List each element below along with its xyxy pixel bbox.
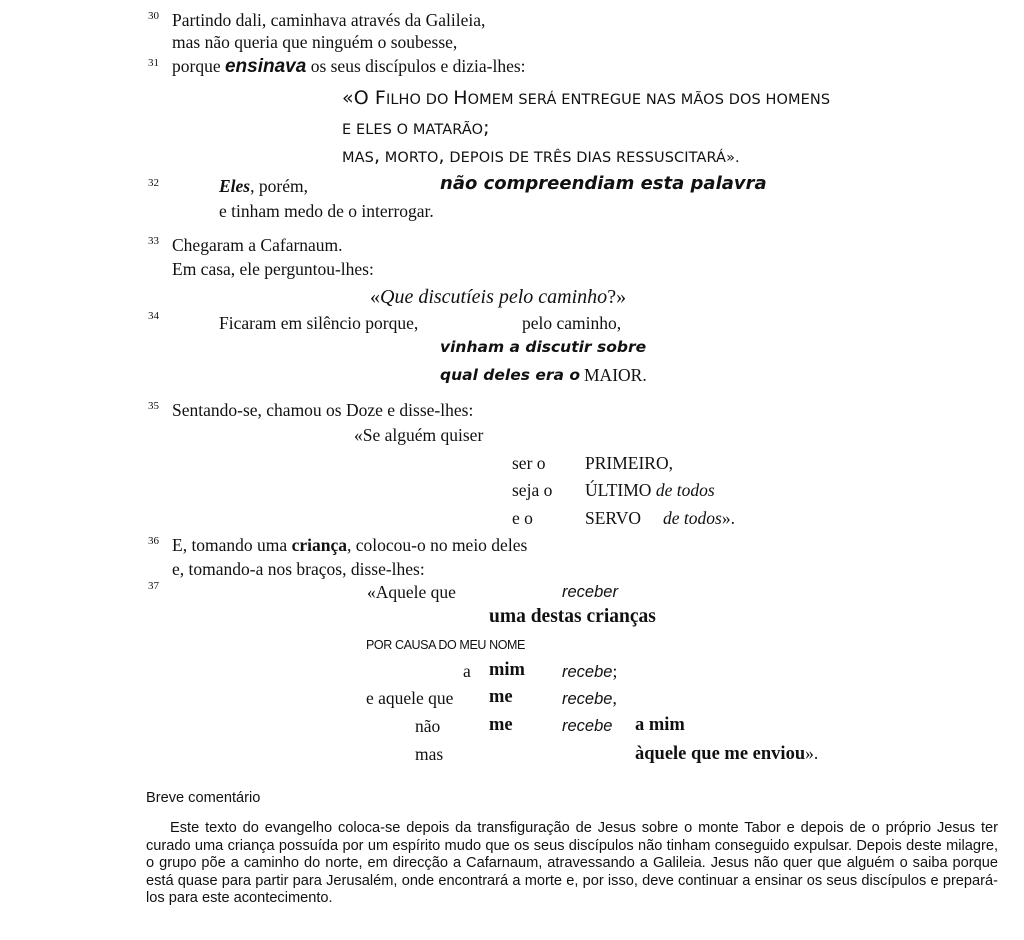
verse-37-line-7a: mas	[415, 744, 444, 764]
text: «O	[342, 87, 375, 109]
text: F	[374, 87, 386, 109]
verse-37-line-4a: a	[463, 661, 471, 681]
verse-37-line-6d: a mim	[635, 715, 685, 735]
verse-number: 33	[148, 235, 159, 247]
verse-34-line-1: Ficaram em silêncio porque,	[219, 313, 419, 333]
text: , colocou-o no meio deles	[346, 535, 528, 555]
verse-30-line-2: mas não queria que ninguém o soubesse,	[172, 32, 458, 52]
quote-line-2	[342, 118, 490, 140]
verse-37-line-4c	[562, 661, 617, 682]
verse-37-line-1a: «Aquele que	[367, 582, 456, 602]
verse-number: 30	[148, 10, 159, 22]
row-right: SERVO	[585, 508, 641, 528]
verse-33-line-1: Chegaram a Cafarnaum.	[172, 235, 343, 255]
verse-32-line-1	[219, 176, 308, 196]
text: ÚLTIMO	[585, 480, 656, 500]
text: ;	[612, 661, 618, 681]
text: Eles	[219, 176, 251, 196]
verse-number: 34	[148, 310, 159, 322]
verse-37-line-7b	[635, 743, 818, 764]
text: ,	[373, 145, 381, 167]
text: «	[370, 286, 380, 308]
text: ?»	[607, 286, 627, 308]
verse-37-line-6a: não	[415, 716, 441, 736]
text: ,	[438, 145, 445, 167]
verse-33-line-2: Em casa, ele perguntou-lhes:	[172, 259, 374, 279]
verse-number: 32	[148, 177, 159, 189]
text: DEPOIS DE TRÊS DIAS RESSUSCITARÁ».	[444, 150, 740, 166]
text: Que discutíeis pelo caminho	[380, 286, 608, 308]
text: recebe	[562, 663, 613, 681]
text: recebe	[562, 690, 613, 708]
verse-number: 37	[148, 580, 159, 592]
text: ».	[721, 508, 735, 528]
verse-35-line-1: Sentando-se, chamou os Doze e disse-lhes:	[172, 400, 474, 420]
verse-34-line-2: vinham a discutir sobre	[440, 338, 647, 356]
verse-31-line-1	[172, 56, 526, 77]
verse-number: 31	[148, 57, 159, 69]
verse-37-line-1b: receber	[562, 583, 618, 601]
emphasis-word: criança	[291, 535, 347, 555]
verse-34-line-1b: pelo caminho,	[522, 313, 622, 333]
text: E ELES O MATARÃO	[342, 122, 484, 138]
text: E, tomando uma	[172, 535, 292, 555]
text: MAS	[342, 150, 374, 166]
verse-32-line-2: e tinham medo de o interrogar.	[219, 201, 434, 221]
text: , porém,	[250, 176, 308, 196]
row-left: e o	[512, 508, 533, 528]
verse-37-line-3: POR CAUSA DO MEU NOME	[366, 638, 525, 652]
question-quote	[370, 287, 626, 307]
verse-36-line-2: e, tomando-a nos braços, disse-lhes:	[172, 559, 425, 579]
verse-30-line-1: Partindo dali, caminhava através da Galileia,	[172, 10, 486, 30]
verse-37-line-6c: recebe	[562, 717, 613, 735]
row-right	[585, 480, 715, 500]
verse-37-line-4b: mim	[489, 660, 525, 680]
text: porque	[172, 56, 225, 76]
text: ».	[805, 743, 819, 763]
verse-37-line-2: uma destas crianças	[489, 606, 656, 627]
row-left: seja o	[512, 480, 553, 500]
verse-36-line-1	[172, 535, 527, 555]
text: ILHO DO	[385, 92, 454, 108]
text: MORTO	[380, 150, 439, 166]
verse-37-line-6b: me	[489, 715, 513, 735]
quote-line-3	[342, 146, 740, 168]
verse-35-line-2: «Se alguém quiser	[354, 425, 484, 445]
verse-number: 35	[148, 400, 159, 412]
commentary-heading: Breve comentário	[146, 790, 261, 806]
emphasis-phrase: não compreendiam esta palavra	[440, 173, 767, 194]
text: OMEM SERÁ ENTREGUE NAS MÃOS DOS HOMENS	[467, 92, 831, 108]
row-left: ser o	[512, 453, 546, 473]
text: H	[453, 87, 468, 109]
row-tail	[663, 508, 735, 528]
text: de todos	[663, 508, 722, 528]
text: ,	[612, 688, 617, 708]
text: àquele que me enviou	[635, 744, 806, 764]
verse-34-line-3: qual deles era o	[440, 366, 581, 384]
emphasis-word: ensinava	[224, 56, 307, 77]
verse-number: 36	[148, 535, 159, 547]
quote-line-1	[342, 88, 830, 110]
text: ;	[483, 117, 490, 139]
commentary-body: Este texto do evangelho coloca-se depois da transfiguração de Jesus sobre o monte Tabor e depois de o próprio Jesus ter curado uma criança possuída por um espírito mudo que os seus discípulos não tinham conseguido expulsar. Depois deste milagre, o grupo põe a caminho do norte, em direcção a Cafarnaum, atravessando a Galileia. Jesus não quer que alguém o saiba porque está quase para partir para Jerusalém, onde encontrará a morte e, por isso, deve continuar a ensinar os seus discípulos e prepará-los para este acontecimento.	[146, 820, 998, 907]
text: de todos	[655, 480, 715, 500]
row-right: PRIMEIRO,	[585, 453, 673, 473]
verse-34-maior: MAIOR.	[584, 365, 647, 385]
text: os seus discípulos e dizia-lhes:	[306, 56, 526, 76]
verse-37-line-5b: me	[489, 687, 513, 707]
verse-37-line-5c	[562, 688, 617, 709]
verse-37-line-5a: e aquele que	[366, 688, 454, 708]
